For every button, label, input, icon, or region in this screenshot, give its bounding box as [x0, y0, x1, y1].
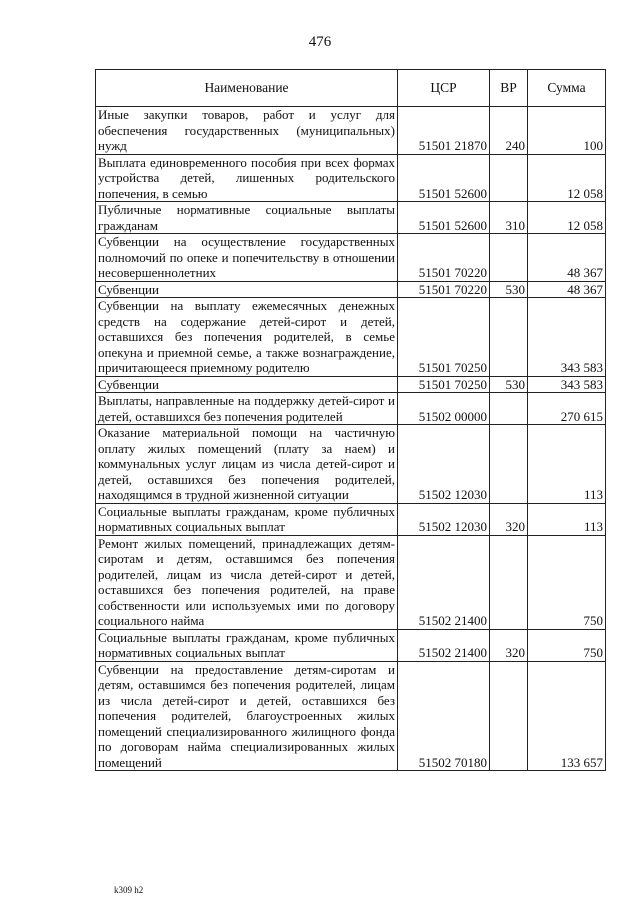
- header-name: Наименование: [96, 70, 398, 107]
- row-sum: 750: [528, 629, 606, 661]
- row-sum: 113: [528, 503, 606, 535]
- row-name: Субвенции: [96, 376, 398, 393]
- table-row: [96, 393, 606, 425]
- table-row: [96, 376, 606, 393]
- table-row: [96, 425, 606, 504]
- row-sum: 12 058: [528, 202, 606, 234]
- row-sum: 270 615: [528, 393, 606, 425]
- row-vr: 320: [490, 629, 528, 661]
- header-vr: ВР: [490, 70, 528, 107]
- row-name: Субвенции на выплату ежемесячных денежных средств на содержание детей-сирот и детей, оставшихся без попечения родителей, в семье опекуна и приемной семье, а также вознаграждение, причитающееся приемному родителю: [96, 298, 398, 377]
- row-vr: [490, 425, 528, 504]
- table-header-row: [96, 70, 606, 107]
- header-csr: ЦСР: [398, 70, 490, 107]
- row-vr: [490, 298, 528, 377]
- row-name: Социальные выплаты гражданам, кроме публичных нормативных социальных выплат: [96, 503, 398, 535]
- row-csr: 51501 70250: [398, 376, 490, 393]
- row-name: Иные закупки товаров, работ и услуг для обеспечения государственных (муниципальных) нужд: [96, 107, 398, 155]
- row-name: Социальные выплаты гражданам, кроме публичных нормативных социальных выплат: [96, 629, 398, 661]
- row-csr: 51502 21400: [398, 629, 490, 661]
- table-row: [96, 535, 606, 629]
- row-sum: 48 367: [528, 234, 606, 282]
- table-row: [96, 629, 606, 661]
- row-csr: 51502 21400: [398, 535, 490, 629]
- row-csr: 51501 21870: [398, 107, 490, 155]
- page-number: 476: [308, 34, 332, 50]
- row-csr: 51501 70220: [398, 234, 490, 282]
- row-csr: 51502 00000: [398, 393, 490, 425]
- row-name: Выплаты, направленные на поддержку детей-сирот и детей, оставшихся без попечения родителей: [96, 393, 398, 425]
- budget-table: [95, 69, 606, 771]
- table-row: [96, 154, 606, 202]
- row-vr: 530: [490, 281, 528, 298]
- row-csr: 51501 70250: [398, 298, 490, 377]
- row-csr: 51501 70220: [398, 281, 490, 298]
- row-sum: 113: [528, 425, 606, 504]
- row-vr: 310: [490, 202, 528, 234]
- row-csr: 51502 70180: [398, 661, 490, 771]
- row-csr: 51502 12030: [398, 425, 490, 504]
- row-sum: 100: [528, 107, 606, 155]
- row-name: Субвенции на осуществление государственных полномочий по опеке и попечительству в отношении несовершеннолетних: [96, 234, 398, 282]
- table-row: [96, 202, 606, 234]
- row-vr: [490, 154, 528, 202]
- row-vr: 240: [490, 107, 528, 155]
- row-vr: [490, 661, 528, 771]
- table-row: [96, 503, 606, 535]
- row-sum: 343 583: [528, 298, 606, 377]
- row-csr: 51501 52600: [398, 202, 490, 234]
- table-row: [96, 107, 606, 155]
- row-name: Оказание материальной помощи на частичную оплату жилых помещений (плату за наем) и коммунальных услуг лицам из числа детей-сирот и детей, оставшихся без попечения родителей, находящимся в трудной жизненной ситуации: [96, 425, 398, 504]
- row-sum: 343 583: [528, 376, 606, 393]
- row-vr: 530: [490, 376, 528, 393]
- row-sum: 133 657: [528, 661, 606, 771]
- row-name: Выплата единовременного пособия при всех формах устройства детей, лишенных родительского попечения, в семью: [96, 154, 398, 202]
- row-sum: 48 367: [528, 281, 606, 298]
- row-vr: [490, 393, 528, 425]
- row-name: Субвенции: [96, 281, 398, 298]
- table-row: [96, 281, 606, 298]
- row-name: Ремонт жилых помещений, принадлежащих детям-сиротам и детям, оставшимся без попечения родителей, лицам из числа детей-сирот и детей, оставшихся без попечения родителей, на праве собственности или используемых ими по договору социального найма: [96, 535, 398, 629]
- header-sum: Сумма: [528, 70, 606, 107]
- footer-code: k309 h2: [114, 885, 144, 895]
- row-sum: 750: [528, 535, 606, 629]
- table-row: [96, 234, 606, 282]
- row-csr: 51502 12030: [398, 503, 490, 535]
- row-name: Публичные нормативные социальные выплаты гражданам: [96, 202, 398, 234]
- row-csr: 51501 52600: [398, 154, 490, 202]
- row-name: Субвенции на предоставление детям-сиротам и детям, оставшимся без попечения родителей, лицам из числа детей-сирот и детей, оставшихся без попечения родителей, благоустроенных жилых помещений специализированного жилищного фонда по договорам найма специализированных жилых помещений: [96, 661, 398, 771]
- row-vr: [490, 535, 528, 629]
- row-vr: [490, 234, 528, 282]
- table-row: [96, 298, 606, 377]
- row-vr: 320: [490, 503, 528, 535]
- row-sum: 12 058: [528, 154, 606, 202]
- table-row: [96, 661, 606, 771]
